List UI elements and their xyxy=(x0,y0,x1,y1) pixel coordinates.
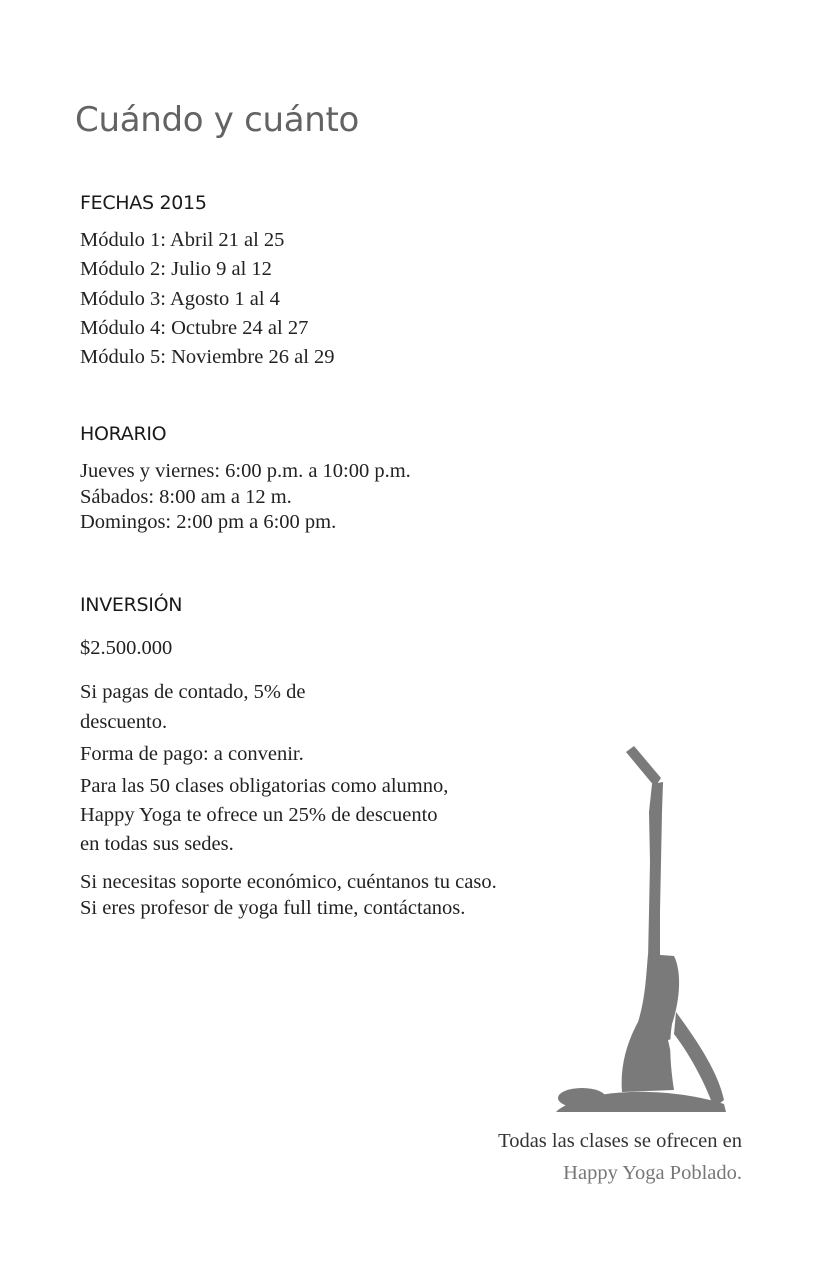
fechas-item: Módulo 1: Abril 21 al 25 xyxy=(80,229,285,251)
fechas-item: Módulo 4: Octubre 24 al 27 xyxy=(80,317,309,339)
fechas-heading: FECHAS 2015 xyxy=(80,192,207,214)
page-title: Cuándo y cuánto xyxy=(75,100,360,140)
horario-heading: HORARIO xyxy=(80,423,167,445)
inversion-line: Para las 50 clases obligatorias como alumno, xyxy=(80,775,449,797)
fechas-item: Módulo 2: Julio 9 al 12 xyxy=(80,258,272,280)
inversion-line: Si pagas de contado, 5% de xyxy=(80,681,306,703)
fechas-item: Módulo 5: Noviembre 26 al 29 xyxy=(80,346,335,368)
inversion-heading: INVERSIÓN xyxy=(80,594,183,616)
inversion-line: Si eres profesor de yoga full time, contáctanos. xyxy=(80,897,466,919)
horario-item: Sábados: 8:00 am a 12 m. xyxy=(80,486,292,508)
fechas-item: Módulo 3: Agosto 1 al 4 xyxy=(80,288,280,310)
yoga-headstand-silhouette-icon xyxy=(548,742,733,1117)
inversion-line: en todas sus sedes. xyxy=(80,833,234,855)
inversion-line: Happy Yoga te ofrece un 25% de descuento xyxy=(80,804,438,826)
inversion-line: Forma de pago: a convenir. xyxy=(80,743,304,765)
horario-item: Jueves y viernes: 6:00 p.m. a 10:00 p.m. xyxy=(80,460,411,482)
price-text: $2.500.000 xyxy=(80,637,173,659)
inversion-line: descuento. xyxy=(80,711,168,733)
footer-line-2: Happy Yoga Poblado. xyxy=(563,1162,742,1184)
footer-line-1: Todas las clases se ofrecen en xyxy=(498,1130,742,1152)
horario-item: Domingos: 2:00 pm a 6:00 pm. xyxy=(80,511,337,533)
inversion-line: Si necesitas soporte económico, cuéntanos tu caso. xyxy=(80,871,497,893)
